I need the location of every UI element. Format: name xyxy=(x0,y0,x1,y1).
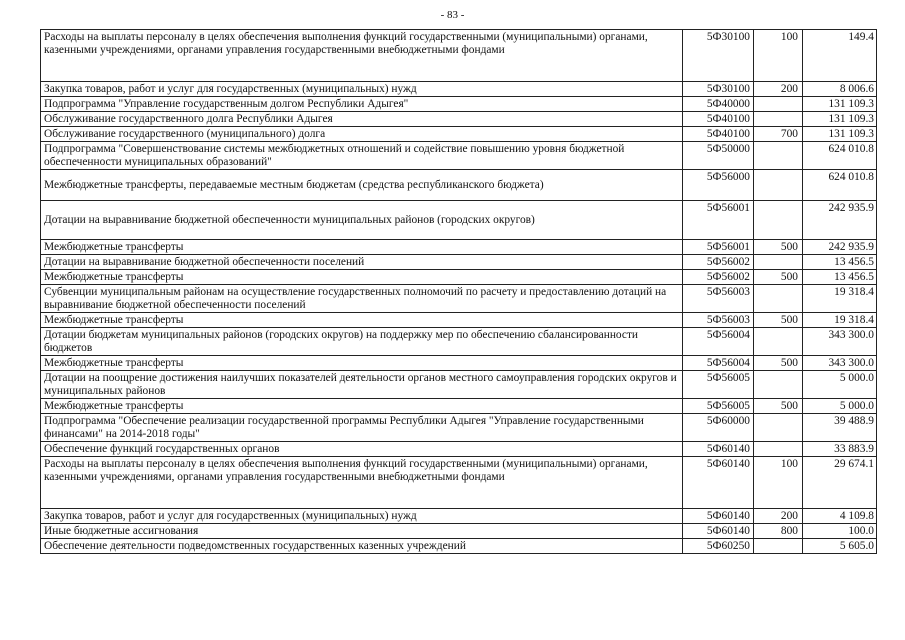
row-vr-cell xyxy=(754,285,803,313)
row-code-cell: 5Ф60250 xyxy=(683,539,754,554)
row-vr-cell xyxy=(754,539,803,554)
row-sum-cell: 131 109.3 xyxy=(803,112,877,127)
row-code-cell: 5Ф30100 xyxy=(683,82,754,97)
row-vr-cell xyxy=(754,328,803,356)
table-row xyxy=(41,142,877,170)
table-row xyxy=(41,82,877,97)
row-name-cell: Расходы на выплаты персоналу в целях обеспечения выполнения функций государственными (муниципальными) органами, казенными учреждениями, органами управления государственными внебюджетными фондами xyxy=(41,457,683,509)
row-name-cell: Субвенции муниципальным районам на осуществление государственных полномочий по расчету и предоставлению дотаций на выравнивание бюджетной обеспеченности поселений xyxy=(41,285,683,313)
row-sum-cell: 19 318.4 xyxy=(803,313,877,328)
table-row xyxy=(41,328,877,356)
row-code-cell: 5Ф60140 xyxy=(683,524,754,539)
row-code-cell: 5Ф30100 xyxy=(683,30,754,82)
table-row xyxy=(41,170,877,201)
row-name-cell: Дотации на поощрение достижения наилучших показателей деятельности органов местного самоуправления городских округов и муниципальных районов xyxy=(41,371,683,399)
page-number: - 83 - xyxy=(440,9,465,21)
row-code-cell: 5Ф56001 xyxy=(683,240,754,255)
row-vr-cell: 500 xyxy=(754,356,803,371)
table-row xyxy=(41,255,877,270)
row-sum-cell: 13 456.5 xyxy=(803,255,877,270)
row-sum-cell: 100.0 xyxy=(803,524,877,539)
row-vr-cell xyxy=(754,414,803,442)
row-code-cell: 5Ф60140 xyxy=(683,442,754,457)
row-vr-cell xyxy=(754,170,803,201)
row-code-cell: 5Ф56004 xyxy=(683,356,754,371)
row-name-cell: Межбюджетные трансферты, передаваемые местным бюджетам (средства республиканского бюджета) xyxy=(41,170,683,201)
row-sum-cell: 149.4 xyxy=(803,30,877,82)
table-row xyxy=(41,112,877,127)
row-vr-cell: 100 xyxy=(754,30,803,82)
row-sum-cell: 8 006.6 xyxy=(803,82,877,97)
row-sum-cell: 13 456.5 xyxy=(803,270,877,285)
table-row xyxy=(41,457,877,509)
row-vr-cell: 200 xyxy=(754,509,803,524)
row-sum-cell: 4 109.8 xyxy=(803,509,877,524)
row-code-cell: 5Ф40100 xyxy=(683,112,754,127)
table-row xyxy=(41,524,877,539)
row-vr-cell: 100 xyxy=(754,457,803,509)
row-sum-cell: 131 109.3 xyxy=(803,97,877,112)
row-vr-cell: 500 xyxy=(754,399,803,414)
row-code-cell: 5Ф56003 xyxy=(683,285,754,313)
table-row xyxy=(41,399,877,414)
row-vr-cell xyxy=(754,201,803,240)
table-row xyxy=(41,270,877,285)
table-row xyxy=(41,371,877,399)
row-name-cell: Межбюджетные трансферты xyxy=(41,356,683,371)
row-code-cell: 5Ф40100 xyxy=(683,127,754,142)
row-vr-cell: 500 xyxy=(754,270,803,285)
row-name-cell: Обслуживание государственного (муниципального) долга xyxy=(41,127,683,142)
row-vr-cell xyxy=(754,112,803,127)
row-vr-cell: 500 xyxy=(754,313,803,328)
budget-table xyxy=(40,29,877,554)
row-vr-cell: 800 xyxy=(754,524,803,539)
row-code-cell: 5Ф56002 xyxy=(683,270,754,285)
row-vr-cell xyxy=(754,97,803,112)
table-row xyxy=(41,285,877,313)
row-name-cell: Межбюджетные трансферты xyxy=(41,399,683,414)
row-sum-cell: 39 488.9 xyxy=(803,414,877,442)
row-code-cell: 5Ф50000 xyxy=(683,142,754,170)
row-vr-cell xyxy=(754,255,803,270)
table-row xyxy=(41,201,877,240)
row-sum-cell: 624 010.8 xyxy=(803,170,877,201)
table-row xyxy=(41,414,877,442)
row-vr-cell xyxy=(754,371,803,399)
row-code-cell: 5Ф40000 xyxy=(683,97,754,112)
row-vr-cell xyxy=(754,442,803,457)
table-row xyxy=(41,356,877,371)
table-row xyxy=(41,539,877,554)
row-name-cell: Межбюджетные трансферты xyxy=(41,240,683,255)
row-sum-cell: 33 883.9 xyxy=(803,442,877,457)
row-name-cell: Подпрограмма "Управление государственным долгом Республики Адыгея" xyxy=(41,97,683,112)
row-name-cell: Закупка товаров, работ и услуг для государственных (муниципальных) нужд xyxy=(41,82,683,97)
row-name-cell: Расходы на выплаты персоналу в целях обеспечения выполнения функций государственными (муниципальными) органами, казенными учреждениями, органами управления государственными внебюджетными фондами xyxy=(41,30,683,82)
row-sum-cell: 242 935.9 xyxy=(803,201,877,240)
row-sum-cell: 5 000.0 xyxy=(803,371,877,399)
row-sum-cell: 5 605.0 xyxy=(803,539,877,554)
table-row xyxy=(41,127,877,142)
row-vr-cell: 700 xyxy=(754,127,803,142)
row-name-cell: Дотации на выравнивание бюджетной обеспеченности муниципальных районов (городских округов) xyxy=(41,201,683,240)
table-row xyxy=(41,240,877,255)
row-vr-cell xyxy=(754,142,803,170)
table-body xyxy=(41,30,877,554)
row-sum-cell: 343 300.0 xyxy=(803,356,877,371)
row-code-cell: 5Ф56000 xyxy=(683,170,754,201)
row-code-cell: 5Ф56005 xyxy=(683,399,754,414)
row-sum-cell: 19 318.4 xyxy=(803,285,877,313)
table-row xyxy=(41,509,877,524)
row-name-cell: Межбюджетные трансферты xyxy=(41,270,683,285)
row-name-cell: Дотации на выравнивание бюджетной обеспеченности поселений xyxy=(41,255,683,270)
row-code-cell: 5Ф56005 xyxy=(683,371,754,399)
row-name-cell: Межбюджетные трансферты xyxy=(41,313,683,328)
row-name-cell: Подпрограмма "Совершенствование системы межбюджетных отношений и содействие повышению уровня бюджетной обеспеченности муниципальных образований" xyxy=(41,142,683,170)
row-sum-cell: 242 935.9 xyxy=(803,240,877,255)
row-vr-cell: 200 xyxy=(754,82,803,97)
row-name-cell: Иные бюджетные ассигнования xyxy=(41,524,683,539)
row-name-cell: Обеспечение функций государственных органов xyxy=(41,442,683,457)
row-sum-cell: 29 674.1 xyxy=(803,457,877,509)
row-code-cell: 5Ф56004 xyxy=(683,328,754,356)
row-name-cell: Закупка товаров, работ и услуг для государственных (муниципальных) нужд xyxy=(41,509,683,524)
row-sum-cell: 5 000.0 xyxy=(803,399,877,414)
row-name-cell: Обеспечение деятельности подведомственных государственных казенных учреждений xyxy=(41,539,683,554)
row-code-cell: 5Ф60140 xyxy=(683,457,754,509)
table-row xyxy=(41,30,877,82)
row-code-cell: 5Ф56002 xyxy=(683,255,754,270)
table-row xyxy=(41,313,877,328)
row-sum-cell: 343 300.0 xyxy=(803,328,877,356)
row-sum-cell: 624 010.8 xyxy=(803,142,877,170)
row-code-cell: 5Ф60000 xyxy=(683,414,754,442)
row-code-cell: 5Ф56001 xyxy=(683,201,754,240)
table-row xyxy=(41,442,877,457)
row-name-cell: Подпрограмма "Обеспечение реализации государственной программы Республики Адыгея "Управление государственными финансами" на 2014-2018 годы" xyxy=(41,414,683,442)
row-sum-cell: 131 109.3 xyxy=(803,127,877,142)
row-code-cell: 5Ф56003 xyxy=(683,313,754,328)
row-name-cell: Дотации бюджетам муниципальных районов (городских округов) на поддержку мер по обеспечению сбалансированности бюджетов xyxy=(41,328,683,356)
table-row xyxy=(41,97,877,112)
row-code-cell: 5Ф60140 xyxy=(683,509,754,524)
row-name-cell: Обслуживание государственного долга Республики Адыгея xyxy=(41,112,683,127)
row-vr-cell: 500 xyxy=(754,240,803,255)
